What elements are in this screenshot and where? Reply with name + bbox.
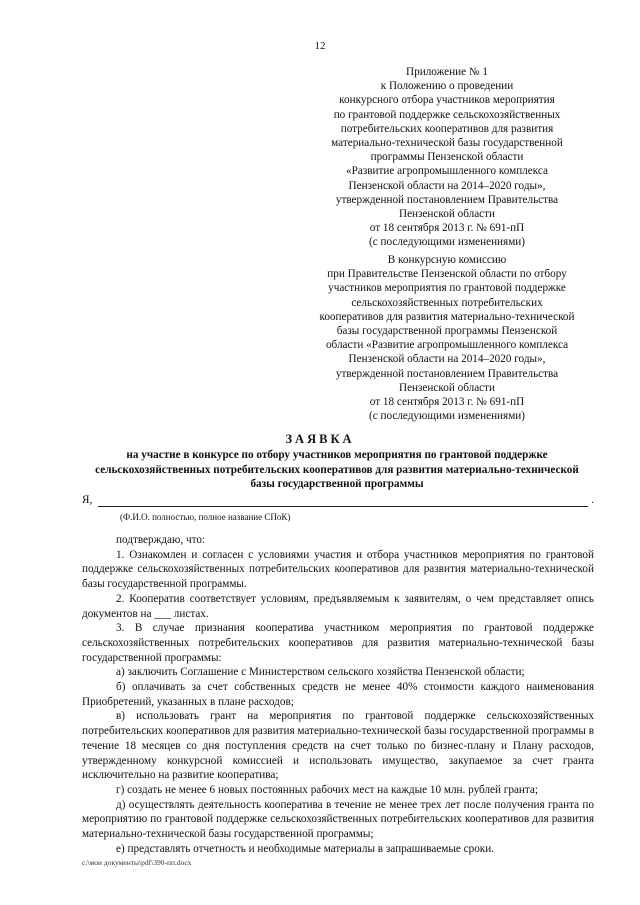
addressee-block — [282, 253, 612, 423]
annex-line: программы Пензенской области — [370, 151, 524, 164]
addressee-line: базы государственной программы Пензенской — [336, 325, 558, 338]
applicant-line-end: . — [591, 494, 594, 506]
annex-line: Приложение № 1 — [406, 66, 488, 78]
annex-line: от 18 сентября 2013 г. № 691-пП — [369, 222, 525, 235]
body-paragraph: в) использовать грант на мероприятия по грантовой поддержке сельскохозяйственных потребительских кооперативов для развития материально-технической базы государственной программы в течение 18 месяцев со дня поступления средств на счет только по бизнес-плану и Плану расходов, утвержденному конкурсной комиссией и использовать имущество, закупаемое за счет гранта исключительно на развитие кооператива; — [82, 710, 594, 782]
annex-line: к Положению о проведении — [380, 80, 514, 93]
annex-header — [282, 65, 612, 250]
document-body — [82, 533, 594, 856]
body-paragraph: 3. В случае признания кооператива участником мероприятия по грантовой поддержке сельскохозяйственных потребительских кооперативов для развития материально-технической базы государственной программы: — [82, 622, 594, 664]
application-title: ЗАЯВКА — [285, 432, 355, 446]
applicant-name-field[interactable] — [82, 494, 594, 510]
addressee-line: (с последующими изменениями) — [369, 410, 525, 423]
applicant-caption: (Ф.И.О. полностью, полное название СПоК) — [120, 512, 291, 522]
body-paragraph: д) осуществлять деятельность кооператива в течение не менее трех лет после получения гранта по мероприятию по грантовой поддержке сельскохозяйственных потребительских кооперативов для развития материально-технической базы государственной программы; — [82, 798, 594, 841]
applicant-blank-line[interactable] — [98, 506, 588, 507]
addressee-line: сельскохозяйственных потребительских — [351, 296, 543, 309]
addressee-line: Пензенской области — [398, 381, 495, 394]
annex-line: (с последующими изменениями) — [369, 236, 525, 249]
annex-line: потребительских кооперативов для развития — [340, 122, 554, 135]
annex-line: по грантовой поддержке сельскохозяйственных — [333, 108, 561, 121]
footer-file-path: c:\мои документы\pdf\390-пп.docx — [82, 858, 192, 867]
addressee-line: Пензенской области на 2014–2020 годы», — [348, 353, 546, 366]
body-paragraph: 1. Ознакомлен и согласен с условиями участия и отбора участников мероприятия по грантовой поддержке сельскохозяйственных потребительских кооперативов для развития материально-технической базы государственной программы. — [82, 548, 594, 591]
body-paragraph: е) представлять отчетность и необходимые материалы в запрашиваемые сроки. — [116, 842, 495, 855]
addressee-line: утвержденной постановлением Правительства — [335, 367, 559, 380]
annex-line: утвержденной постановлением Правительства — [335, 193, 559, 206]
addressee-line: участников мероприятия по грантовой поддержке — [328, 282, 566, 295]
addressee-line: области «Развитие агропромышленного комплекса — [325, 339, 569, 352]
body-paragraph: подтверждаю, что: — [116, 534, 206, 546]
page-number: 12 — [314, 40, 326, 52]
application-subtitle: на участие в конкурсе по отбору участников мероприятия по грантовой поддержке сельскохозяйственных потребительских кооперативов для развития материально-технической базы государственной программы — [95, 449, 579, 490]
addressee-line: от 18 сентября 2013 г. № 691-пП — [369, 396, 525, 409]
annex-line: Пензенской области — [398, 208, 495, 221]
body-paragraph: б) оплачивать за счет собственных средств не менее 40% стоимости каждого наименования Приобретений, указанных в плане расходов; — [82, 681, 594, 708]
body-paragraph: 2. Кооператив соответствует условиям, предъявляемым к заявителям, о чем представляет опись документов на ___ листах. — [82, 592, 594, 620]
body-paragraph: г) создать не менее 6 новых постоянных рабочих мест на каждые 10 млн. рублей гранта; — [116, 783, 539, 796]
addressee-line: при Правительстве Пензенской области по отбору — [327, 268, 567, 281]
addressee-line: кооперативов для развития материально-технической — [319, 310, 575, 323]
annex-line: материально-технической базы государственной — [331, 137, 563, 150]
annex-line: «Развитие агропромышленного комплекса — [346, 165, 548, 178]
annex-line: конкурсного отбора участников мероприятия — [339, 94, 555, 107]
addressee-line: В конкурсную комиссию — [387, 254, 507, 266]
body-paragraph: а) заключить Соглашение с Министерством сельского хозяйства Пензенской области; — [116, 666, 525, 679]
annex-line: Пензенской области на 2014–2020 годы», — [348, 179, 546, 192]
applicant-label: Я, — [82, 494, 93, 506]
